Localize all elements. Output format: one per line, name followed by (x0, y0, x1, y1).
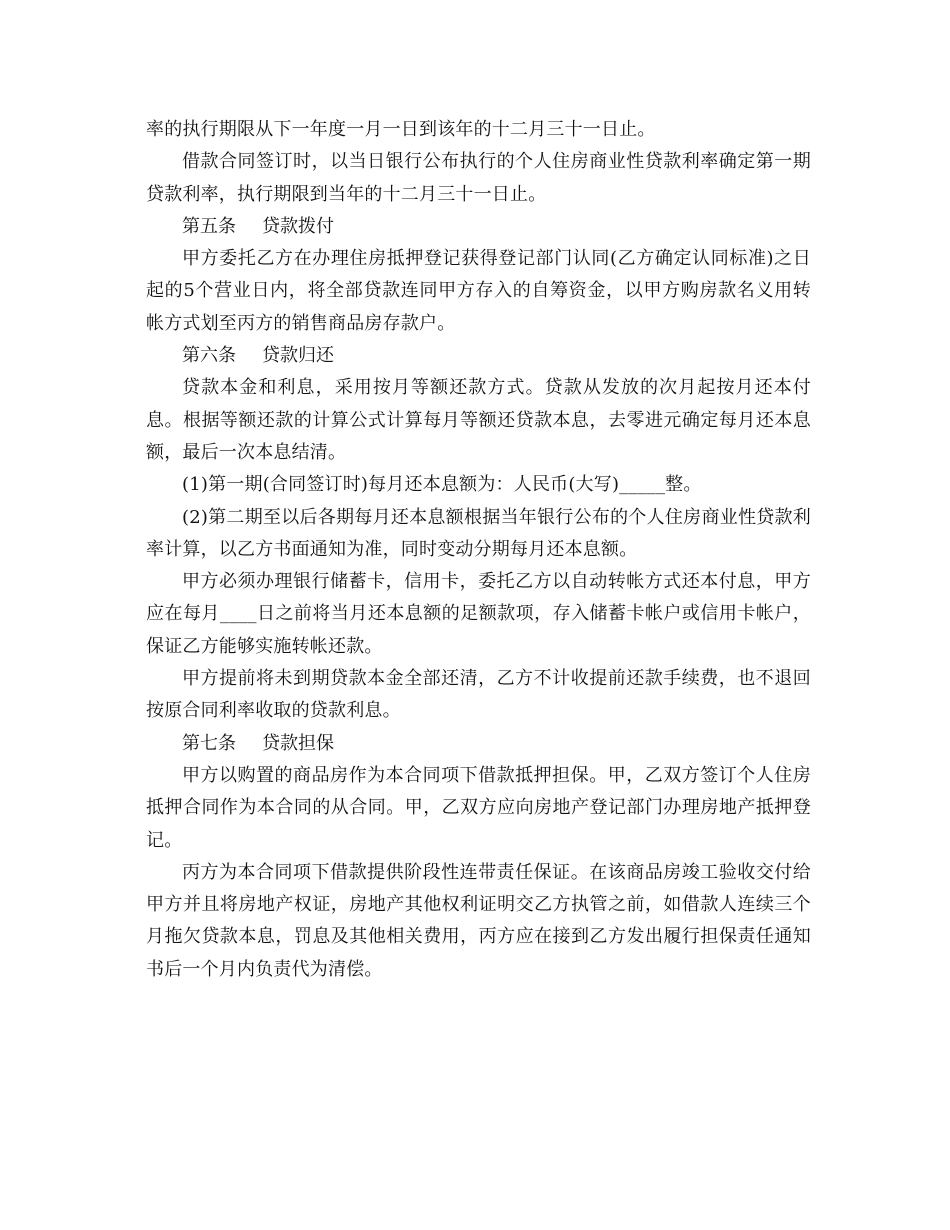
article-6-heading (146, 340, 811, 372)
paragraph-joint-liability: 丙方为本合同项下借款提供阶段性连带责任保证。在该商品房竣工验收交付给甲方并且将房地产权证，房地产其他权利证明交乙方执管之前，如借款人连续三个月拖欠贷款本息，罚息及其他相关费用，丙方应在接到乙方发出履行担保责任通知书后一个月内负责代为清偿。 (146, 861, 811, 980)
paragraph-first-installment: (1)第一期(合同签订时)每月还本息额为：人民币(大写)_____整。 (182, 474, 702, 496)
paragraph-first-period-rate: 借款合同签订时，以当日银行公布执行的个人住房商业性贷款利率确定第一期贷款利率，执行期限到当年的十二月三十一日止。 (146, 151, 811, 205)
article-7-heading (146, 728, 811, 760)
paragraph-auto-transfer: 甲方必须办理银行储蓄卡，信用卡，委托乙方以自动转帐方式还本付息，甲方应在每月____日之前将当月还本息额的足额款项，存入储蓄卡帐户或信用卡帐户，保证乙方能够实施转帐还款。 (146, 571, 811, 657)
article-7-title: 贷款担保 (262, 732, 334, 754)
article-5-heading (146, 211, 811, 243)
paragraph-early-repayment: 甲方提前将未到期贷款本金全部还清，乙方不计收提前还款手续费，也不退回按原合同利率收取的贷款利息。 (146, 668, 811, 722)
article-7-number: 第七条 (182, 732, 236, 754)
paragraph-repayment-method: 贷款本金和利息，采用按月等额还款方式。贷款从发放的次月起按月还本付息。根据等额还款的计算公式计算每月等额还贷款本息，去零进元确定每月还本息额，最后一次本息结清。 (146, 377, 811, 463)
paragraph-loan-disbursement: 甲方委托乙方在办理住房抵押登记获得登记部门认同(乙方确定认同标准)之日起的5个营业日内，将全部贷款连同甲方存入的自筹资金，以甲方购房款名义用转帐方式划至丙方的销售商品房存款户。 (146, 248, 811, 334)
article-5-title: 贷款拨付 (262, 215, 334, 237)
paragraph-rate-period-continued: 率的执行期限从下一年度一月一日到该年的十二月三十一日止。 (146, 119, 656, 140)
article-6-title: 贷款归还 (262, 345, 334, 367)
document-body (146, 114, 811, 986)
paragraph-mortgage-guarantee: 甲方以购置的商品房作为本合同项下借款抵押担保。甲，乙双方签订个人住房抵押合同作为本合同的从合同。甲，乙双方应向房地产登记部门办理房地产抵押登记。 (146, 764, 811, 851)
article-5-number: 第五条 (182, 215, 236, 237)
article-6-number: 第六条 (182, 345, 236, 367)
paragraph-later-installments: (2)第二期至以后各期每月还本息额根据当年银行公布的个人住房商业性贷款利率计算，以乙方书面通知为准，同时变动分期每月还本息额。 (146, 506, 811, 560)
